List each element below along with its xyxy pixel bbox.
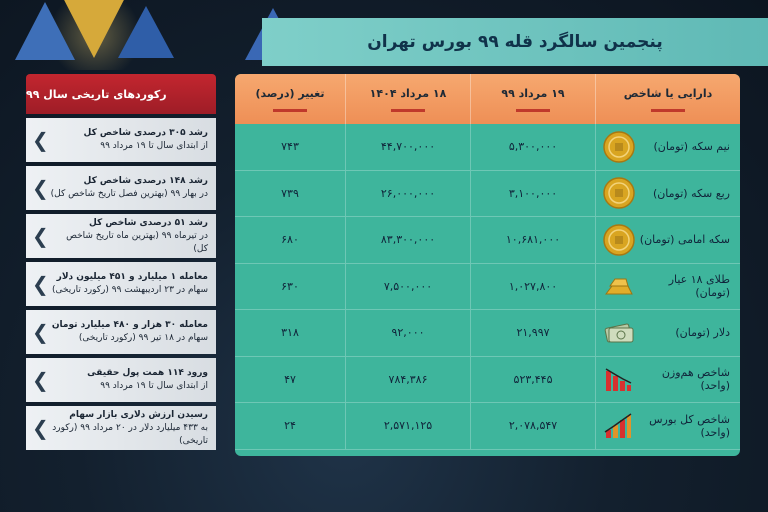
table-row bbox=[235, 217, 740, 264]
record-line-2: از ابتدای سال تا ۱۹ مرداد ۹۹ bbox=[100, 381, 208, 391]
record-text bbox=[52, 319, 208, 345]
record-line-1: رسیدن ارزش دلاری بازار سهام bbox=[69, 409, 208, 420]
record-item bbox=[26, 310, 216, 354]
gold-bar-icon bbox=[602, 269, 635, 303]
table-header bbox=[235, 74, 740, 124]
record-item bbox=[26, 358, 216, 402]
cell-change: ۷۴۳ bbox=[281, 140, 299, 154]
cell-date2: ۷۸۴,۳۸۶ bbox=[345, 357, 470, 403]
header-change: تغییر (درصد) bbox=[235, 74, 345, 124]
sidebar-title: رکوردهای تاریخی سال ۹۹ bbox=[26, 87, 167, 101]
page-title: پنجمین سالگرد قله ۹۹ بورس تهران bbox=[367, 32, 663, 52]
record-line-1: رشد ۵۱ درصدی شاخص کل bbox=[89, 217, 208, 228]
table-row bbox=[235, 264, 740, 311]
table-row bbox=[235, 310, 740, 357]
asset-label: طلای ۱۸ عیار (تومان) bbox=[668, 273, 730, 300]
cell-asset bbox=[595, 357, 740, 403]
cell-date1: ۲۱,۹۹۷ bbox=[470, 310, 595, 356]
cell-change: ۳۱۸ bbox=[281, 326, 299, 340]
record-line-1: رشد ۳۰۵ درصدی شاخص کل bbox=[83, 128, 208, 138]
table-row bbox=[235, 124, 740, 171]
cell-asset bbox=[595, 124, 740, 170]
asset-label: شاخص کل بورس (واحد) bbox=[649, 412, 730, 439]
table-row bbox=[235, 357, 740, 404]
table-body bbox=[235, 124, 740, 450]
record-text bbox=[87, 367, 208, 393]
asset-label: ربع سکه (تومان) bbox=[652, 186, 730, 200]
cell-change: ۴۷ bbox=[284, 372, 296, 386]
cell-date1: ۱۰,۶۸۱,۰۰۰ bbox=[470, 217, 595, 263]
record-line-2: از ابتدای سال تا ۱۹ مرداد ۹۹ bbox=[100, 141, 208, 151]
coin-icon bbox=[602, 130, 636, 164]
chevron-left-icon: ❮ bbox=[32, 176, 49, 200]
chevron-left-icon: ❮ bbox=[32, 272, 49, 296]
record-text bbox=[49, 217, 208, 256]
cell-date1: ۵,۳۰۰,۰۰۰ bbox=[470, 124, 595, 170]
record-line-2: در بهار ۹۹ (بهترین فصل تاریخ شاخص کل) bbox=[50, 189, 208, 199]
record-line-1: معامله ۱ میلیارد و ۴۵۱ میلیون دلار bbox=[56, 272, 208, 282]
asset-label: شاخص هم‌وزن (واحد) bbox=[661, 366, 730, 393]
chevron-left-icon: ❮ bbox=[32, 416, 49, 440]
chevron-left-icon: ❮ bbox=[32, 224, 49, 248]
record-line-2: سهام در ۲۳ اردیبهشت ۹۹ (رکورد تاریخی) bbox=[51, 285, 208, 295]
header-date1: ۱۹ مرداد ۹۹ bbox=[470, 74, 595, 124]
record-text bbox=[84, 127, 208, 153]
record-line-1: معامله ۳۰ هزار و ۴۸۰ میلیارد تومان bbox=[51, 320, 208, 330]
record-text bbox=[49, 409, 208, 448]
cell-date2: ۹۲,۰۰۰ bbox=[345, 310, 470, 356]
record-item bbox=[26, 262, 216, 306]
dollar-bills-icon bbox=[602, 316, 636, 350]
decor-triangle bbox=[118, 6, 174, 58]
record-line-2: سهام در ۱۸ تیر ۹۹ (رکورد تاریخی) bbox=[78, 333, 208, 343]
cell-change: ۲۴ bbox=[284, 419, 296, 433]
table-row bbox=[235, 403, 740, 450]
coin-icon bbox=[602, 223, 636, 257]
cell-asset bbox=[595, 217, 740, 263]
record-item bbox=[26, 166, 216, 210]
asset-label: دلار (تومان) bbox=[675, 326, 730, 340]
cell-change: ۶۸۰ bbox=[281, 233, 299, 247]
chevron-left-icon: ❮ bbox=[32, 368, 49, 392]
cell-change: ۷۳۹ bbox=[281, 186, 299, 200]
cell-date1: ۵۲۳,۴۴۵ bbox=[470, 357, 595, 403]
record-line-1: ورود ۱۱۴ همت پول حقیقی bbox=[87, 368, 208, 378]
cell-date2: ۲۶,۰۰۰,۰۰۰ bbox=[345, 171, 470, 217]
header-date2: ۱۸ مرداد ۱۴۰۴ bbox=[345, 74, 470, 124]
record-line-2: به ۴۳۳ میلیارد دلار در ۲۰ مرداد ۹۹ (رکورد تاریخی) bbox=[52, 422, 208, 446]
cell-date2: ۷,۵۰۰,۰۰۰ bbox=[345, 264, 470, 310]
cell-asset bbox=[595, 310, 740, 356]
coin-icon bbox=[602, 176, 636, 210]
record-item bbox=[26, 214, 216, 258]
cell-asset bbox=[595, 264, 740, 310]
cell-date2: ۴۴,۷۰۰,۰۰۰ bbox=[345, 124, 470, 170]
cell-asset bbox=[595, 171, 740, 217]
asset-label: سکه امامی (تومان) bbox=[639, 233, 730, 247]
cell-date1: ۲,۰۷۸,۵۴۷ bbox=[470, 403, 595, 449]
record-line-2: در تیرماه ۹۹ (بهترین ماه تاریخ شاخص کل) bbox=[66, 230, 208, 254]
records-list bbox=[26, 118, 216, 454]
data-table bbox=[235, 74, 740, 456]
chevron-left-icon: ❮ bbox=[32, 128, 49, 152]
chevron-left-icon: ❮ bbox=[32, 320, 49, 344]
title-banner bbox=[262, 18, 768, 66]
cell-change: ۶۳۰ bbox=[281, 279, 299, 293]
bar-chart-down-icon bbox=[602, 362, 634, 396]
record-text bbox=[52, 271, 208, 297]
header-asset: دارایی یا شاخص bbox=[595, 74, 740, 124]
cell-date2: ۸۳,۳۰۰,۰۰۰ bbox=[345, 217, 470, 263]
record-item bbox=[26, 118, 216, 162]
cell-asset bbox=[595, 403, 740, 449]
bar-chart-up-icon bbox=[602, 409, 634, 443]
table-row bbox=[235, 171, 740, 218]
sidebar-header bbox=[26, 74, 216, 114]
record-line-1: رشد ۱۴۸ درصدی شاخص کل bbox=[83, 176, 208, 186]
cell-date1: ۳,۱۰۰,۰۰۰ bbox=[470, 171, 595, 217]
asset-label: نیم سکه (تومان) bbox=[653, 140, 730, 154]
cell-date2: ۲,۵۷۱,۱۲۵ bbox=[345, 403, 470, 449]
record-item bbox=[26, 406, 216, 450]
cell-date1: ۱,۰۲۷,۸۰۰ bbox=[470, 264, 595, 310]
record-text bbox=[51, 175, 208, 201]
